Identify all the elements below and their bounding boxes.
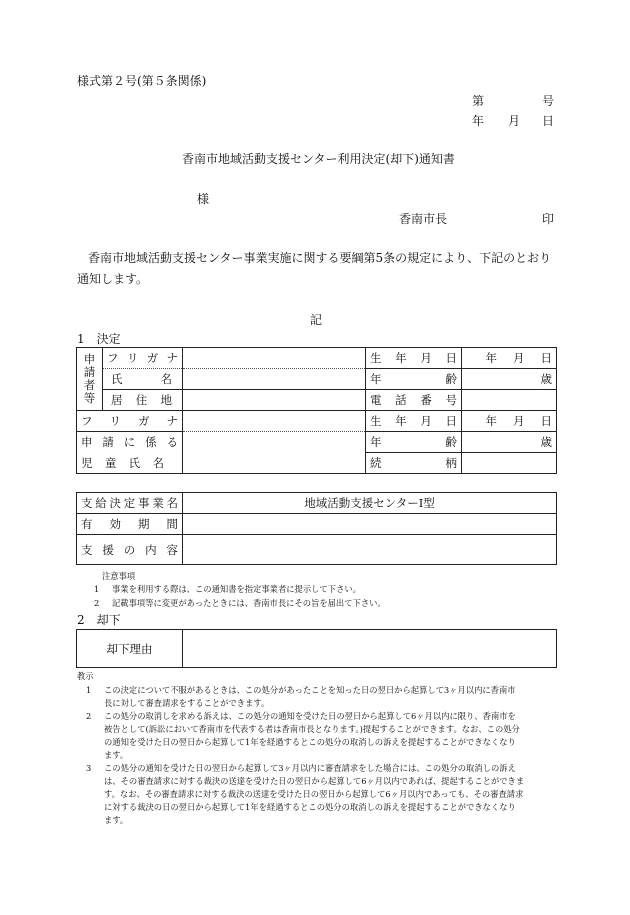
child-age-label: 年 齢 <box>366 432 462 453</box>
ki-label: 記 <box>310 313 323 327</box>
date-day: 日 <box>542 114 555 128</box>
applicant-vertical-label: 申 請 者 等 <box>77 348 103 411</box>
service-name-value: 地域活動支援センターⅠ型 <box>183 493 557 514</box>
child-age-field[interactable]: 歳 <box>462 432 557 453</box>
applicant-age-field[interactable]: 歳 <box>462 369 557 390</box>
applicant-name-label: 氏 名 <box>103 369 183 390</box>
applicant-birth-label: 生 年 月 日 <box>366 348 462 369</box>
applicant-phone-field[interactable] <box>462 390 557 411</box>
service-name-label: 支 給 決 定 事 業 名 <box>77 493 183 514</box>
instruction-item: 2 この処分の取消しを求める訴えは、この処分の通知を受けた日の翌日から起算して6ヶ月以内に限り、香南市を 被告として(訴訟において香南市を代表する者は香南市長となります。)提起することができます。なお、この処分 の通知を受けた日の翌日から起算して1年を経過するとこの処分の取消しの訴えを提起することができなくなり ます。 <box>86 711 520 760</box>
decision-table <box>76 347 557 474</box>
child-relation-field[interactable] <box>462 453 557 474</box>
reject-reason-field[interactable] <box>183 630 557 668</box>
child-name-field[interactable] <box>183 432 366 474</box>
date-year: 年 <box>472 114 485 128</box>
body-line-1: 香南市地域活動支援センター事業実施に関する要綱第5条の規定により、下記のとおり <box>88 251 552 265</box>
issuer-name: 香南市長 <box>399 212 448 226</box>
document-title: 香南市地域活動支援センター利用決定(却下)通知書 <box>182 152 455 166</box>
applicant-furigana-field[interactable] <box>183 348 366 369</box>
support-content-field[interactable] <box>183 535 557 565</box>
number-dai: 第 <box>472 94 485 108</box>
form-label: 様式第２号(第５条関係) <box>77 74 207 88</box>
note-item: 2 記載事項等に変更があったときには、香南市長にその旨を届出て下さい。 <box>94 597 386 608</box>
valid-period-field[interactable] <box>183 514 557 535</box>
applicant-birth-field[interactable]: 年 月 日 <box>462 348 557 369</box>
child-birth-field[interactable]: 年 月 日 <box>462 411 557 432</box>
note-item: 1 事業を利用する際は、この通知書を指定事業者に提示して下さい。 <box>94 584 361 594</box>
valid-period-label: 有 効 期 間 <box>77 514 183 535</box>
child-birth-label: 生 年 月 日 <box>366 411 462 432</box>
instruction-title: 教示 <box>77 671 94 681</box>
support-content-label: 支 援 の 内 容 <box>77 535 183 565</box>
notes-list <box>94 583 534 610</box>
notes-title: 注意事項 <box>102 571 136 581</box>
reject-reason-label: 却下理由 <box>77 630 183 668</box>
child-relation-label: 続 柄 <box>366 453 462 474</box>
instruction-item: 1 この決定について不服があるときは、この処分があったことを知った日の翌日から起算して3ヶ月以内に香南市 長に対して審査請求をすることができます。 <box>86 685 516 708</box>
section-2-heading: 2 却下 <box>77 613 121 627</box>
applicant-phone-label: 電 話 番 号 <box>366 390 462 411</box>
service-table <box>76 492 557 565</box>
seal-mark: 印 <box>542 212 555 226</box>
applicant-furigana-label: フ リ ガ ナ <box>103 348 183 369</box>
instruction-item: 3 この処分の通知を受けた日の翌日から起算して3ヶ月以内に審査請求をした場合には、この処分の取消しの訴え は、その審査請求に対する裁決の送達を受けた日の翌日から起算して6ヶ月以内であれば、提起することができま す。なお、その審査請求に対する裁決の送達を受けた日の翌日から起算して6ヶ月以内であっても、その審査請求 に対する裁決の日の翌日から起算して1年を経過するとこの処分の取消しの訴えを提起することができなくなり ます。 <box>86 763 525 825</box>
child-label-line-1: 申 請 に 係 る <box>77 432 183 453</box>
body-line-2: 通知します。 <box>77 272 149 286</box>
applicant-name-field[interactable] <box>183 369 366 390</box>
section-1-heading: 1 決定 <box>77 332 121 346</box>
applicant-age-label: 年 齢 <box>366 369 462 390</box>
addressee-sama: 様 <box>197 192 210 206</box>
date-month: 月 <box>508 114 521 128</box>
applicant-residence-field[interactable] <box>183 390 366 411</box>
reject-table <box>76 629 557 668</box>
child-label-line-2: 児 童 氏 名 <box>77 453 183 474</box>
child-furigana-label: フ リ ガ ナ <box>77 411 183 432</box>
instruction-list <box>86 684 556 827</box>
applicant-residence-label: 居 住 地 <box>103 390 183 411</box>
child-furigana-field[interactable] <box>183 411 366 432</box>
number-go: 号 <box>542 94 555 108</box>
